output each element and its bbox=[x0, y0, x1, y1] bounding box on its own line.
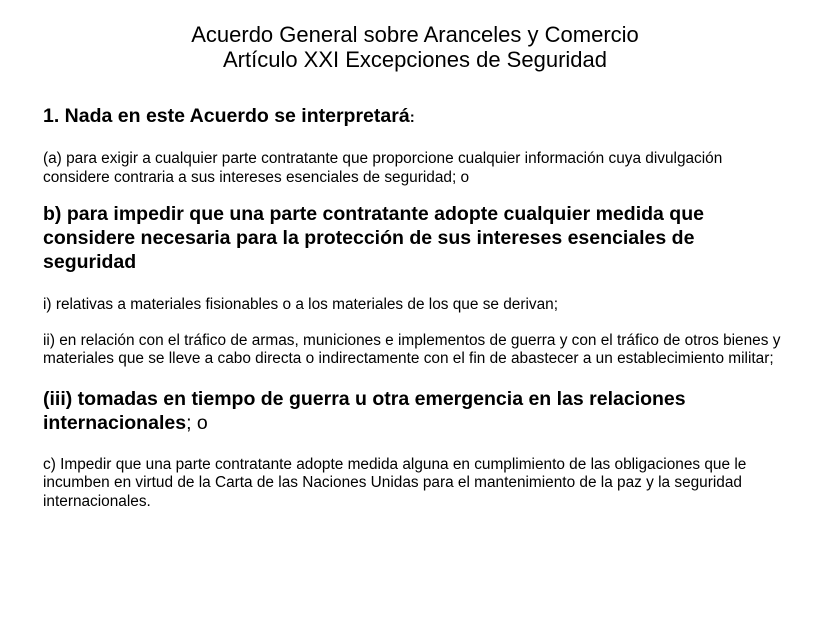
article-heading bbox=[43, 104, 791, 130]
heading-colon: : bbox=[409, 109, 415, 126]
title-line-1: Acuerdo General sobre Aranceles y Comercio bbox=[191, 22, 639, 47]
article-body bbox=[43, 104, 791, 511]
heading-text: 1. Nada en este Acuerdo se interpretará bbox=[43, 105, 410, 127]
slide-title bbox=[0, 22, 825, 72]
paragraph-ii: ii) en relación con el tráfico de armas, municiones e implementos de guerra y con el tráfico de otros bienes y materiales que se lleve a cabo directa o indirectamente con el fin de abastecer a un establecimiento militar; bbox=[43, 331, 781, 367]
paragraph-a: (a) para exigir a cualquier parte contratante que proporcione cualquier información cuya divulgación considere contraria a sus intereses esenciales de seguridad; o bbox=[43, 150, 723, 186]
paragraph-b: b) para impedir que una parte contratante adopte cualquier medida que considere necesaria para la protección de sus intereses esenciales de seguridad bbox=[43, 203, 704, 273]
paragraph-iii bbox=[43, 387, 791, 435]
paragraph-c: c) Impedir que una parte contratante adopte medida alguna en cumplimiento de las obligaciones que le incumben en virtud de la Carta de las Naciones Unidas para el mantenimiento de la paz y la seguridad internacionales. bbox=[43, 455, 747, 510]
paragraph-iii-text: (iii) tomadas en tiempo de guerra u otra emergencia en las relaciones internacionales bbox=[43, 387, 686, 434]
title-line-2: Artículo XXI Excepciones de Seguridad bbox=[222, 47, 607, 72]
paragraph-iii-tail: ; o bbox=[186, 411, 208, 434]
paragraph-i: i) relativas a materiales fisionables o a los materiales de los que se derivan; bbox=[43, 296, 558, 313]
